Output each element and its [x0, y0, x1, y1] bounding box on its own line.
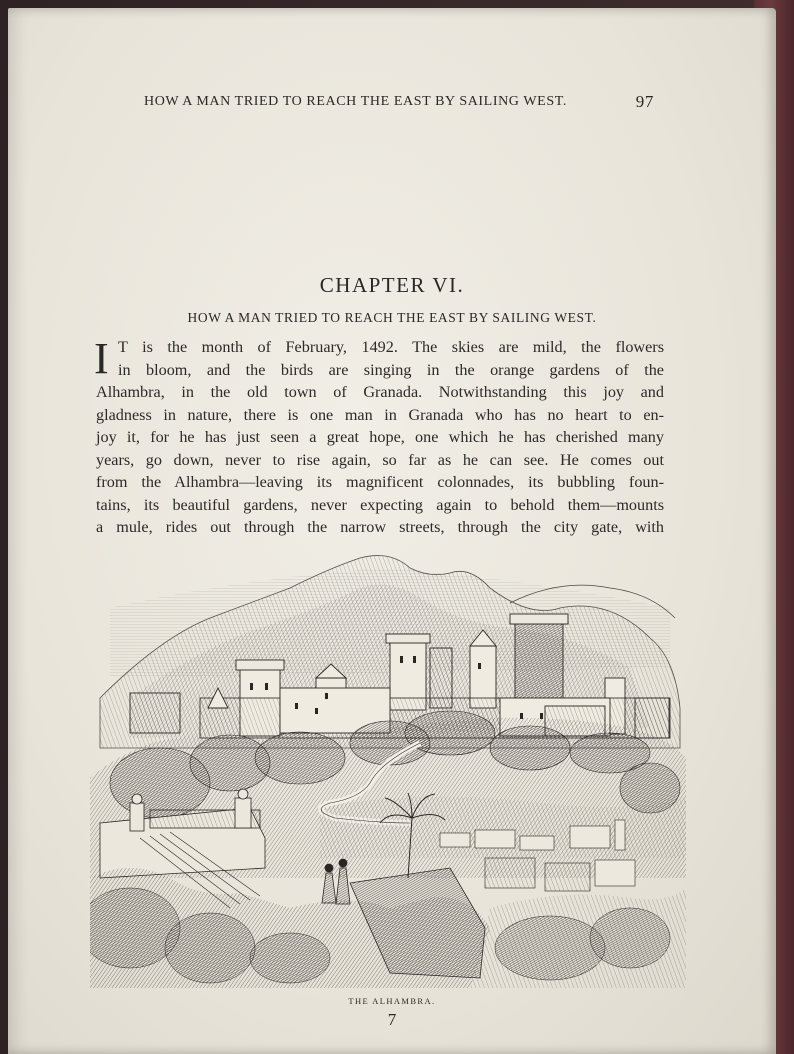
running-head-title: HOW A MAN TRIED TO REACH THE EAST BY SAILING WEST. [144, 94, 567, 109]
body-line: from the Alhambra—leaving its magnificent colonnades, its bubbling foun- [96, 473, 664, 491]
body-line: years, go down, never to rise again, so far as he can see. He comes out [96, 450, 664, 469]
body-line: Alhambra, in the old town of Granada. Notwithstanding this joy and [96, 383, 664, 401]
drop-cap: I [94, 334, 109, 383]
body-line: in bloom, and the birds are singing in the orange gardens of the [118, 360, 664, 379]
body-line: joy it, for he has just seen a great hope, one which he has cherished many [96, 428, 664, 446]
body-line: a mule, rides out through the narrow streets, through the city gate, with [96, 518, 664, 536]
body-text [96, 336, 664, 539]
body-line: gladness in nature, there is one man in Granada who has no heart to en- [96, 405, 664, 424]
body-line: tains, its beautiful gardens, never expecting again to behold them—mounts [96, 495, 664, 514]
book-page [8, 8, 776, 1054]
body-line: T is the month of February, 1492. The skies are mild, the flowers [118, 338, 664, 356]
chapter-subtitle: HOW A MAN TRIED TO REACH THE EAST BY SAILING WEST. [187, 310, 597, 325]
signature-mark: 7 [387, 1010, 397, 1029]
running-head [144, 94, 654, 110]
page-number: 97 [635, 92, 654, 111]
illustration-caption: THE ALHAMBRA. [348, 996, 436, 1006]
chapter-title: CHAPTER VI. [319, 273, 465, 297]
alhambra-engraving [90, 548, 686, 988]
